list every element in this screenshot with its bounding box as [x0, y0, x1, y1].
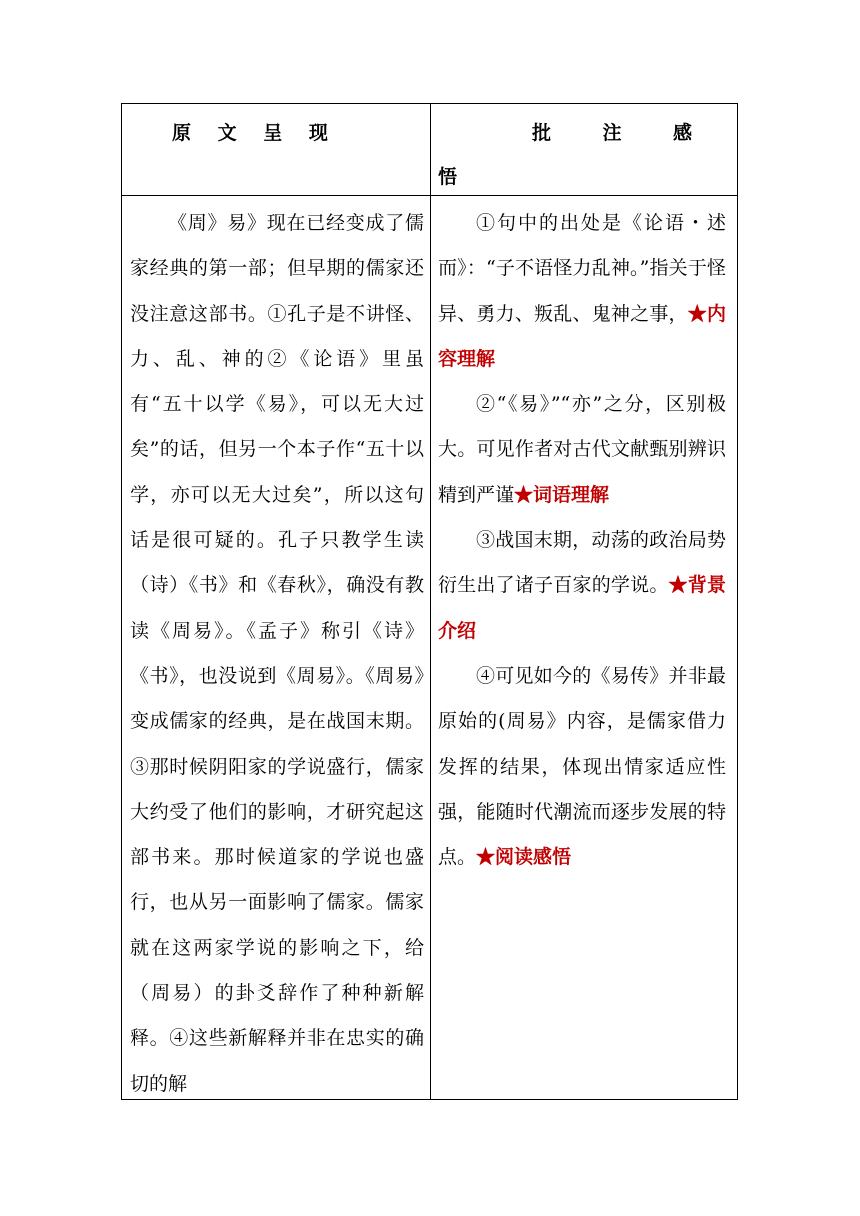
header-divider [122, 195, 737, 196]
annotation-text: ①句中的出处是《论语・述而》：“子不语怪力乱神。”指关于怪异、勇力、叛乱、鬼神之事， [438, 212, 726, 325]
annotation-tag: ★阅读感悟 [476, 846, 572, 869]
header-char: 批 [532, 122, 552, 144]
column-divider [430, 104, 431, 1099]
annotation-tag: ★内容理解 [438, 302, 726, 370]
annotation-3 [438, 518, 726, 654]
header-annotation [532, 118, 692, 145]
annotation-1 [438, 201, 726, 382]
header-char: 感 [672, 122, 692, 144]
annotation-table [121, 103, 738, 1100]
header-original-text: 原 文 呈 现 [172, 122, 338, 144]
annotation-tag: ★词语理解 [514, 483, 610, 506]
annotation-text: ④可见如今的《易传》并非最原始的(周易》内容，是儒家借力发挥的结果，体现出情家适应性强，能随时代潮流而逐步发展的特点。 [438, 664, 726, 869]
annotation-text: ②“《易》”“亦”之分，区别极大。可见作者对古代文献甄别辨识精到严谨 [438, 393, 726, 506]
annotation-tag: ★背景介绍 [438, 574, 726, 642]
header-annotation-tail: 悟 [438, 166, 458, 188]
original-paragraph: 《周》易》现在已经变成了儒家经典的第一部；但早期的儒家还没注意这部书。①孔子是不讲怪、力、乱、神的②《论语》里虽有“五十以学《易》，可以无大过矣”的话，但另一个本子作“五十以学，亦可以无大过矣”，所以这句话是很可疑的。孔子只教学生读（诗）《书》和《春秋》，确没有教读《周易》。《孟子》称引《诗》《书》，也没说到《周易》。《周易》变成儒家的经典，是在战国末期。③那时候阴阳家的学说盛行，儒家大约受了他们的影响，才研究起这部书来。那时候道家的学说也盛行，也从另一面影响了儒家。儒家就在这两家学说的影响之下，给（周易）的卦爻辞作了种种新解释。④这些新解释并非在忠实的确切的解 [130, 212, 424, 1095]
annotation-text: ③战国末期，动荡的政治局势衍生出了诸子百家的学说。 [438, 529, 726, 597]
original-text-column [130, 201, 424, 1107]
annotation-4 [438, 654, 726, 880]
annotation-2 [438, 382, 726, 518]
header-char: 注 [602, 122, 622, 144]
annotation-column [438, 201, 726, 880]
